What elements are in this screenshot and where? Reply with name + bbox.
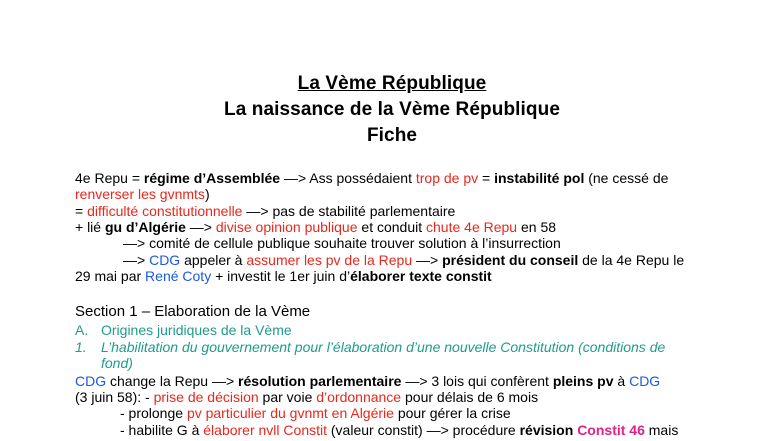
text: + lié <box>75 219 105 235</box>
text: —> Ass possédaient <box>280 170 416 186</box>
text: = <box>478 170 495 186</box>
text: par voie <box>258 389 317 405</box>
highlight-red: chute 4e Repu <box>426 219 518 235</box>
document-subtitle: La naissance de la Vème République <box>223 99 561 120</box>
body-line-2 <box>75 389 538 405</box>
point-1-heading <box>75 339 665 355</box>
text: appeler à <box>180 252 247 268</box>
highlight-red: assumer les pv de la Repu <box>246 252 413 268</box>
text: 29 mai par <box>75 268 146 284</box>
point-1-heading-cont <box>101 355 133 371</box>
emphasis: régime d’Assemblée <box>143 170 281 186</box>
list-marker: 1. <box>75 339 87 355</box>
highlight-red: trop de pv <box>415 170 479 186</box>
text: de la 4e Repu le <box>578 252 685 268</box>
text: (ne cessé de <box>584 170 669 186</box>
document-title: La Vème République <box>297 73 487 94</box>
document-type-label: Fiche <box>366 125 418 146</box>
text: ) <box>204 186 210 202</box>
point-title: fond) <box>101 355 133 371</box>
text: et conduit <box>357 219 427 235</box>
text: - prolonge <box>120 405 187 421</box>
intro-line-2 <box>75 186 210 202</box>
highlight-red: divise opinion publique <box>215 219 358 235</box>
emphasis: révision <box>519 422 574 438</box>
text: —> <box>123 252 150 268</box>
intro-line-4 <box>75 219 556 235</box>
emphasis: élaborer texte constit <box>350 268 492 284</box>
text: (3 juin 58): - <box>75 389 154 405</box>
subsection-title: Origines juridiques de la Vème <box>101 322 292 338</box>
text: 4e Repu = <box>75 170 144 186</box>
text: —> <box>185 219 216 235</box>
body-line-1 <box>75 373 660 389</box>
highlight-blue: CDG <box>75 373 107 389</box>
emphasis: instabilité pol <box>494 170 585 186</box>
text: (valeur constit) —> procédure <box>327 422 520 438</box>
text: en 58 <box>517 219 557 235</box>
text: = <box>75 203 88 219</box>
highlight-blue: CDG <box>149 252 181 268</box>
text: + investit le 1er juin d’ <box>211 268 351 284</box>
highlight-red: d’ordonnance <box>316 389 402 405</box>
intro-line-3 <box>75 203 455 219</box>
highlight-red: pv particulier du gvnmt en Algérie <box>186 405 394 421</box>
text: —> 3 lois qui confèrent <box>401 373 553 389</box>
text: —> comité de cellule publique souhaite trouver solution à l’insurrection <box>123 235 561 251</box>
point-title: L’habilitation du gouvernement pour l’élaboration d’une nouvelle Constitution (conditions de <box>101 339 666 355</box>
emphasis: pleins pv <box>552 373 614 389</box>
list-marker: A. <box>75 322 89 338</box>
intro-line-5 <box>123 235 561 251</box>
text: à <box>613 373 630 389</box>
section-heading <box>75 304 310 320</box>
highlight-red: difficulté constitutionnelle <box>87 203 243 219</box>
section-title: Section 1 – Elaboration de la Vème <box>75 303 311 320</box>
highlight-blue: René Coty <box>145 268 212 284</box>
text: —> <box>412 252 443 268</box>
intro-line-6 <box>123 252 684 268</box>
highlight-red: prise de décision <box>153 389 259 405</box>
emphasis: gu d’Algérie <box>104 219 186 235</box>
text: pour gérer la crise <box>393 405 511 421</box>
emphasis: président du conseil <box>442 252 579 268</box>
body-line-3 <box>120 405 511 421</box>
intro-line-7 <box>75 268 492 284</box>
highlight-red: élaborer nvll Constit <box>203 422 327 438</box>
intro-line-1 <box>75 170 668 186</box>
highlight-blue: CDG <box>629 373 661 389</box>
emphasis: résolution parlementaire <box>238 373 402 389</box>
text: mais <box>644 422 679 438</box>
subsection-a-heading <box>75 322 292 338</box>
text: —> pas de stabilité parlementaire <box>242 203 456 219</box>
highlight-red: renverser les gvnmts <box>75 186 205 202</box>
highlight-pink: Constit 46 <box>577 422 645 438</box>
text: pour délais de 6 mois <box>401 389 539 405</box>
text: change la Repu —> <box>106 373 239 389</box>
body-line-4 <box>120 422 678 438</box>
text: - habilite G à <box>120 422 204 438</box>
